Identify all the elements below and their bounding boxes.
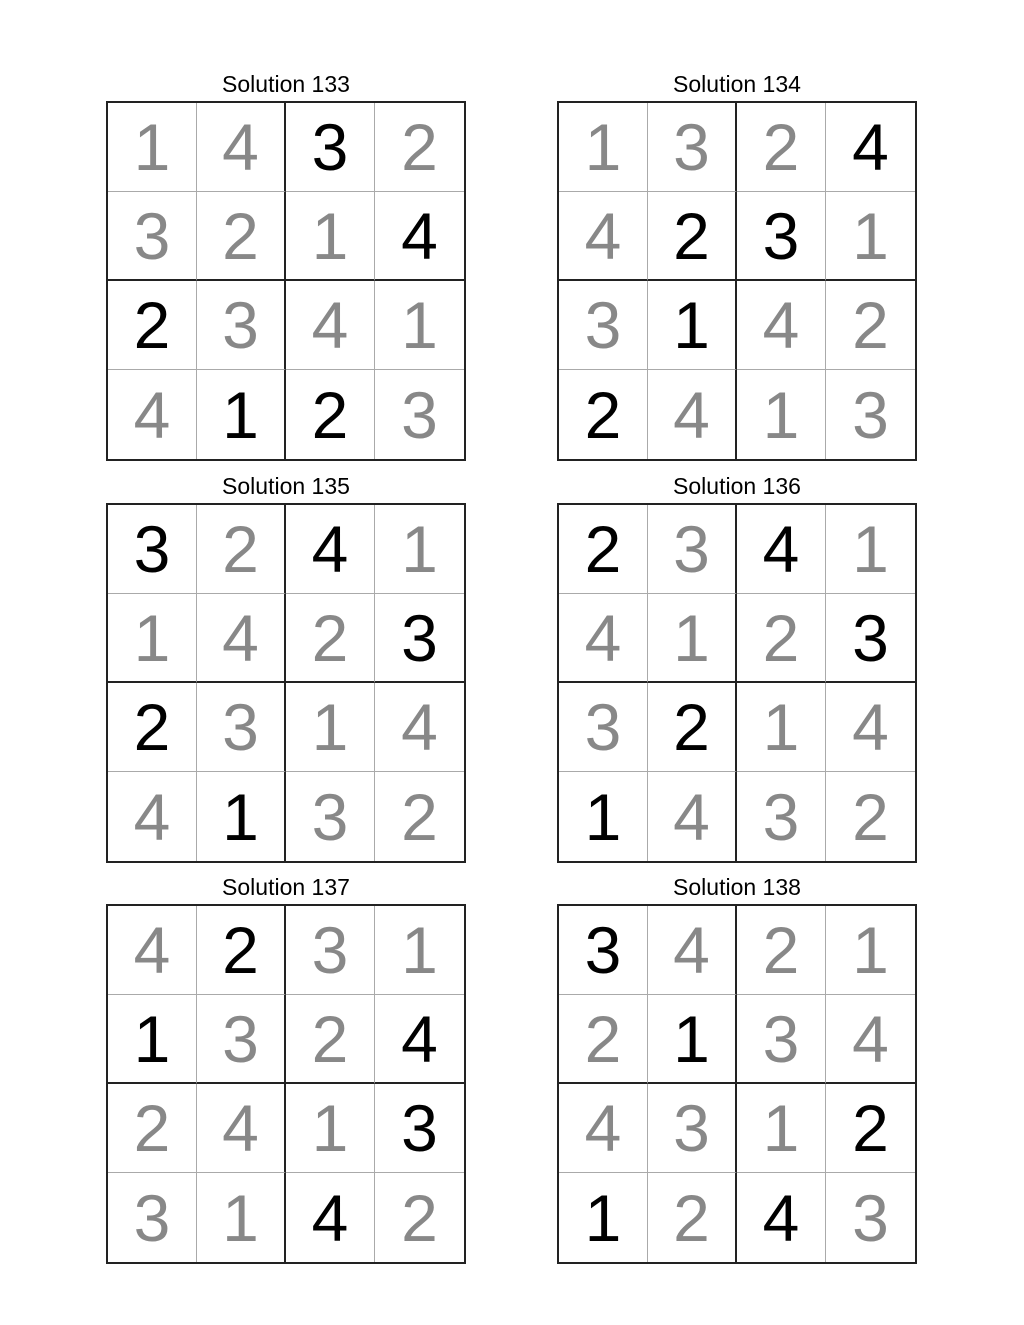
solution-cell: 1 [286, 192, 375, 281]
solution-cell: 1 [375, 281, 464, 370]
given-cell: 1 [197, 370, 286, 459]
puzzle-title: Solution 134 [673, 71, 801, 97]
given-cell: 2 [197, 906, 286, 995]
given-cell: 1 [648, 995, 737, 1084]
given-cell: 2 [648, 192, 737, 281]
solution-cell: 4 [559, 192, 648, 281]
solution-cell: 4 [559, 1084, 648, 1173]
puzzle-title: Solution 133 [222, 71, 350, 97]
solution-cell: 4 [648, 906, 737, 995]
given-cell: 1 [648, 281, 737, 370]
solution-cell: 3 [108, 192, 197, 281]
solution-cell: 4 [559, 594, 648, 683]
solution-cell: 4 [197, 594, 286, 683]
puzzle-title: Solution 136 [673, 473, 801, 499]
given-cell: 2 [559, 370, 648, 459]
given-cell: 1 [559, 772, 648, 861]
solution-cell: 2 [286, 594, 375, 683]
solution-cell: 4 [826, 995, 915, 1084]
solution-cell: 3 [648, 505, 737, 594]
solution-cell: 1 [737, 1084, 826, 1173]
solution-cell: 1 [737, 683, 826, 772]
puzzle-title: Solution 137 [222, 874, 350, 900]
solution-cell: 2 [559, 995, 648, 1084]
solution-cell: 2 [286, 995, 375, 1084]
sudoku-grid [557, 101, 917, 461]
solution-cell: 3 [286, 772, 375, 861]
solution-cell: 2 [826, 281, 915, 370]
solution-cell: 1 [375, 906, 464, 995]
solution-cell: 1 [826, 906, 915, 995]
given-cell: 1 [559, 1173, 648, 1262]
given-cell: 3 [826, 594, 915, 683]
given-cell: 1 [197, 772, 286, 861]
given-cell: 2 [108, 683, 197, 772]
sudoku-grid [557, 904, 917, 1264]
solution-cell: 2 [375, 103, 464, 192]
given-cell: 2 [648, 683, 737, 772]
solution-cell: 1 [375, 505, 464, 594]
solution-cell: 1 [197, 1173, 286, 1262]
solution-cell: 2 [737, 906, 826, 995]
puzzle-title: Solution 138 [673, 874, 801, 900]
solution-cell: 1 [826, 505, 915, 594]
solution-cell: 4 [108, 772, 197, 861]
solution-cell: 4 [737, 281, 826, 370]
solution-cell: 4 [108, 906, 197, 995]
solution-cell: 3 [852, 377, 889, 452]
given-cell: 2 [826, 1084, 915, 1173]
solution-cell: 4 [286, 281, 375, 370]
sudoku-grid [557, 503, 917, 863]
given-cell: 4 [286, 505, 375, 594]
solution-cell: 3 [108, 1173, 197, 1262]
given-cell: 4 [737, 505, 826, 594]
solution-cell: 3 [559, 281, 648, 370]
given-cell: 3 [737, 192, 826, 281]
sudoku-grid [106, 503, 466, 863]
solution-cell: 2 [108, 1084, 197, 1173]
solution-cell: 1 [826, 192, 915, 281]
given-cell: 2 [559, 505, 648, 594]
given-cell: 4 [737, 1173, 826, 1262]
given-cell: 3 [559, 906, 648, 995]
solution-cell: 3 [559, 683, 648, 772]
solution-cell: 4 [197, 103, 286, 192]
solution-cell: 3 [286, 906, 375, 995]
solution-cell: 2 [737, 103, 826, 192]
solution-cell: 1 [648, 594, 737, 683]
given-cell: 4 [375, 995, 464, 1084]
solution-cell: 4 [648, 370, 737, 459]
solution-cell: 2 [852, 779, 889, 854]
solution-cell: 4 [826, 683, 915, 772]
solution-cell: 1 [286, 683, 375, 772]
solution-cell: 3 [648, 103, 737, 192]
given-cell: 3 [375, 594, 464, 683]
solution-cell: 1 [108, 594, 197, 683]
solution-cell: 2 [401, 779, 438, 854]
solution-cell: 3 [197, 995, 286, 1084]
given-cell: 1 [108, 995, 197, 1084]
solution-cell: 2 [737, 594, 826, 683]
solution-cell: 2 [401, 1180, 438, 1255]
sudoku-grid [106, 101, 466, 461]
solution-cell: 1 [108, 103, 197, 192]
given-cell: 4 [375, 192, 464, 281]
given-cell: 3 [286, 103, 375, 192]
solution-cell: 1 [559, 103, 648, 192]
puzzle-title: Solution 135 [222, 473, 350, 499]
given-cell: 2 [108, 281, 197, 370]
solution-cell: 2 [648, 1173, 737, 1262]
solution-cell: 3 [197, 281, 286, 370]
given-cell: 4 [826, 103, 915, 192]
given-cell: 3 [375, 1084, 464, 1173]
given-cell: 3 [108, 505, 197, 594]
solution-cell: 3 [852, 1180, 889, 1255]
sudoku-grid [106, 904, 466, 1264]
solution-cell: 3 [737, 995, 826, 1084]
given-cell: 4 [286, 1173, 375, 1262]
solution-cell: 3 [197, 683, 286, 772]
given-cell: 2 [286, 370, 375, 459]
solution-cell: 3 [401, 377, 438, 452]
solution-cell: 3 [737, 772, 826, 861]
solution-cell: 4 [197, 1084, 286, 1173]
solution-cell: 4 [375, 683, 464, 772]
solution-cell: 1 [737, 370, 826, 459]
solution-cell: 4 [108, 370, 197, 459]
solution-cell: 1 [286, 1084, 375, 1173]
solution-cell: 2 [197, 192, 286, 281]
solution-cell: 4 [648, 772, 737, 861]
solution-cell: 3 [648, 1084, 737, 1173]
solution-cell: 2 [197, 505, 286, 594]
